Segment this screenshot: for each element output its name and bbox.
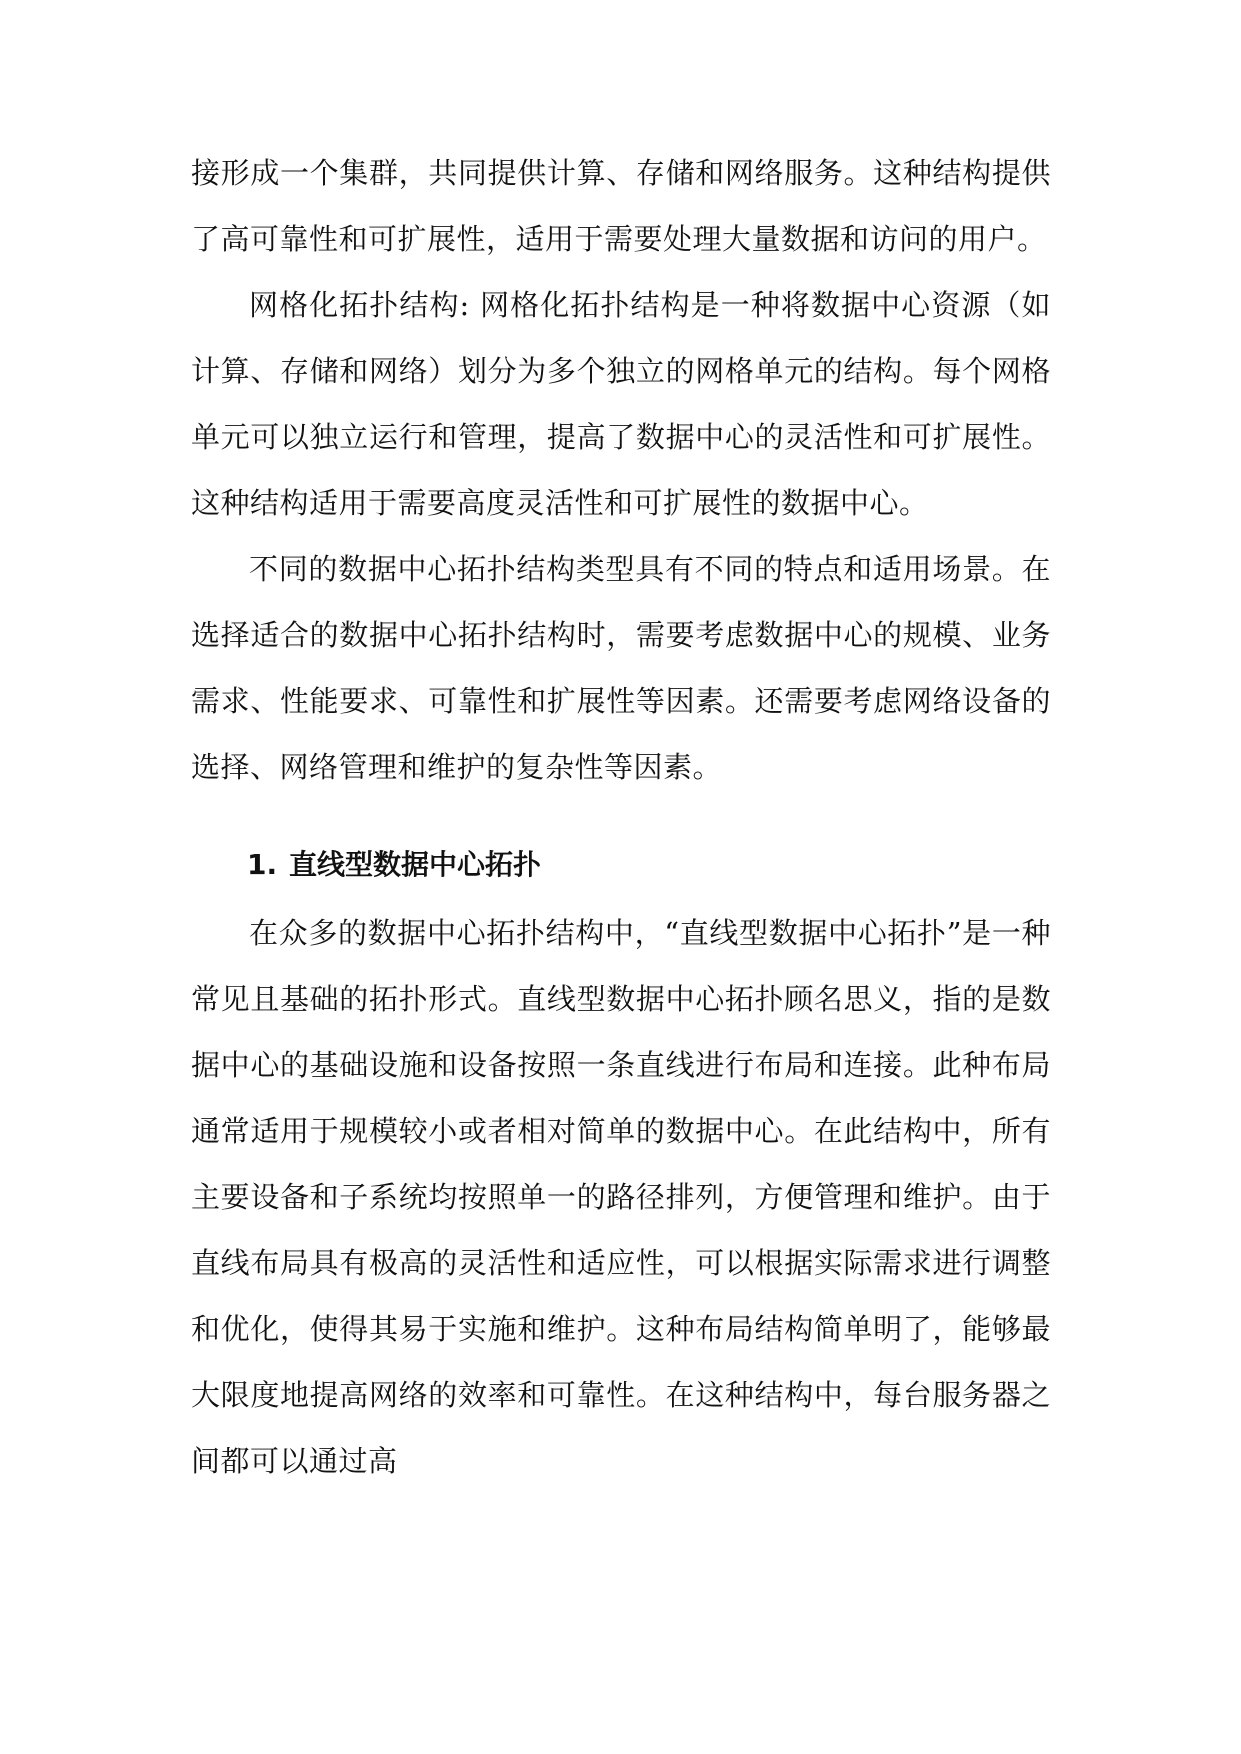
section-number: 1. xyxy=(247,848,278,881)
document-body xyxy=(191,140,1051,1494)
paragraph-continuation: 接形成一个集群，共同提供计算、存储和网络服务。这种结构提供了高可靠性和可扩展性，适用于需要处理大量数据和访问的用户。 xyxy=(191,156,1051,256)
paragraph-linear-topology: 在众多的数据中心拓扑结构中，“直线型数据中心拓扑”是一种常见且基础的拓扑形式。直线型数据中心拓扑顾名思义，指的是数据中心的基础设施和设备按照一条直线进行布局和连接。此种布局通常适用于规模较小或者相对简单的数据中心。在此结构中，所有主要设备和子系统均按照单一的路径排列，方便管理和维护。由于直线布局具有极高的灵活性和适应性，可以根据实际需求进行调整和优化，使得其易于实施和维护。这种布局结构简单明了，能够最大限度地提高网络的效率和可靠性。在这种结构中，每台服务器之间都可以通过高 xyxy=(191,916,1051,1478)
section-heading xyxy=(191,830,1051,900)
paragraph-grid-topology: 网格化拓扑结构: 网格化拓扑结构是一种将数据中心资源（如计算、存储和网络）划分为多个独立的网格单元的结构。每个网格单元可以独立运行和管理，提高了数据中心的灵活性和可扩展性。这种结构适用于需要高度灵活性和可扩展性的数据中心。 xyxy=(191,288,1051,520)
section-title: 直线型数据中心拓扑 xyxy=(289,848,542,881)
paragraph-topology-selection: 不同的数据中心拓扑结构类型具有不同的特点和适用场景。在选择适合的数据中心拓扑结构时，需要考虑数据中心的规模、业务需求、性能要求、可靠性和扩展性等因素。还需要考虑网络设备的选择、网络管理和维护的复杂性等因素。 xyxy=(191,552,1051,784)
